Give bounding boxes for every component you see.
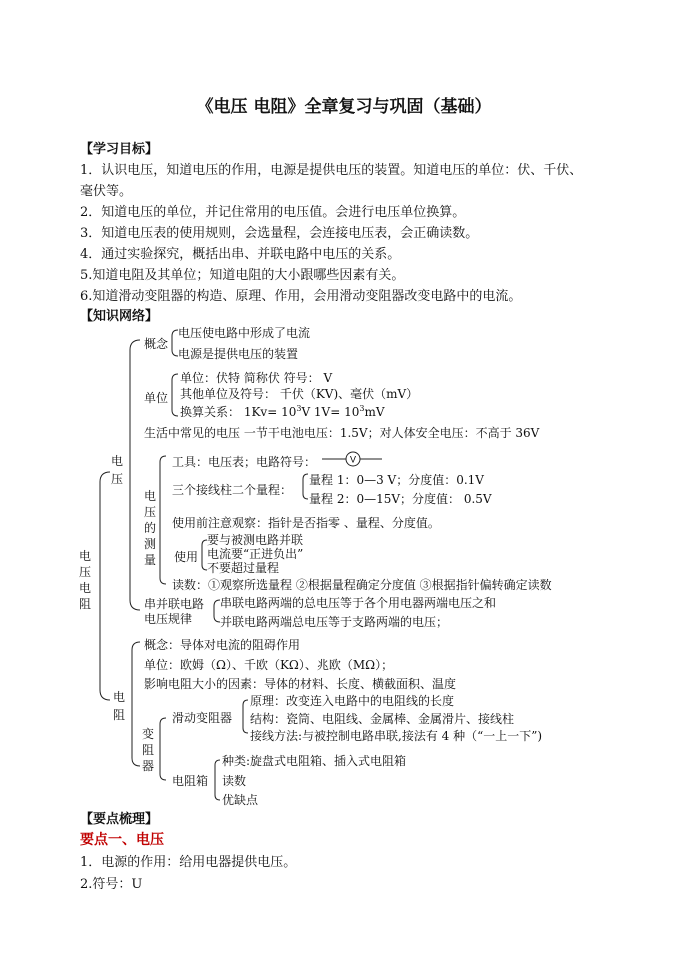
key-point-line: 2.符号：U [80,877,143,892]
objective-line: 5.知道电阻及其单位；知道电阻的大小跟哪些因素有关。 [80,268,405,283]
use-item: 要与被测电路并联 [207,533,304,547]
point-one-title: 要点一、电压 [80,832,164,848]
resistance-factors: 影响电阻大小的因素：导体的材料、长度、横截面积、温度 [144,677,457,691]
range-line: 量程 1：0—3 V；分度值：0.1V [309,473,484,487]
unit-conversion: 换算关系： $1Kv= 10^3V$ $1V= 10^3mV$ [180,404,385,419]
voltmeter-symbol-icon [322,451,384,467]
objective-line: 6.知道滑动变阻器的构造、原理、作用，会用滑动变阻器改变电路中的电流。 [80,289,522,304]
key-points-heading: 【要点梳理】 [80,812,159,827]
voltage-node-label: 电压 [110,454,123,486]
series-label: 电压规律 [144,612,193,626]
series-item: 并联电路两端总电压等于支路两端的电压； [220,615,449,629]
common-voltages: 生活中常见的电压 一节干电池电压：1.5V；对人体安全电压：不高于 36V [144,426,540,440]
slide-item: 结构：瓷筒、电阻线、金属棒、金属滑片、接线柱 [250,712,515,726]
page-title: 《电压 电阻》全章复习与巩固（基础） [196,97,492,117]
concept-item: 电源是提供电压的装置 [178,347,299,361]
use-item: 电流要“正进负出” [207,547,304,561]
slide-item: 原理：改变连入电路中的电阻线的长度 [250,694,455,708]
objective-line: 毫伏等。 [80,184,133,199]
rheostat-label: 变阻器 [141,727,154,773]
box-item: 种类:旋盘式电阻箱、插入式电阻箱 [222,754,407,768]
objective-line: 3．知道电压表的使用规则，会选量程，会连接电压表，会正确读数。 [80,226,479,241]
box-item: 读数 [222,774,247,788]
box-item: 优缺点 [222,793,259,807]
objective-line: 2．知道电压的单位，并记住常用的电压值。会进行电压单位换算。 [80,205,466,220]
tool-line: 工具：电压表；电路符号： [172,455,317,469]
key-point-line: 1．电源的作用：给用电器提供电压。 [80,855,297,870]
concept-item: 电压使电路中形成了电流 [178,326,311,340]
range-line: 量程 2：0—15V；分度值： 0.5V [309,492,492,506]
network-heading: 【知识网络】 [80,309,159,324]
use-item: 不要超过量程 [207,561,280,575]
before-use-line: 使用前注意观察：指针是否指零 、量程、分度值。 [172,516,440,530]
series-item: 串联电路两端的总电压等于各个用电器两端电压之和 [220,596,497,610]
reading-line: 读数：①观察所选量程 ②根据量程确定分度值 ③根据指针偏转确定读数 [172,578,552,592]
objective-line: 4．通过实验探究，概括出串、并联电路中电压的关系。 [80,247,401,262]
concept-label: 概念 [144,337,169,351]
root-label: 电压电阻 [78,549,91,611]
resistance-concept: 概念：导体对电流的阻碍作用 [144,638,301,652]
slide-item: 接线方法:与被控制电路串联,接法有 4 种（“一上一下”) [250,729,543,743]
resistance-box-label: 电阻箱 [172,774,209,788]
objectives-heading: 【学习目标】 [80,142,159,157]
resistance-node-label: 电阻 [112,690,125,722]
unit-line: 单位：伏特 简称伏 符号： V [180,371,333,385]
terminals-line: 三个接线柱二个量程： [172,483,293,497]
unit-line: 其他单位及符号： 千伏（KV)、毫伏（mV） [180,387,419,401]
voltmeter-symbol-letter: V [349,454,357,465]
unit-label: 单位 [144,391,169,405]
series-label: 串并联电路 [144,597,205,611]
objective-line: 1．认识电压，知道电压的作用，电源是提供电压的装置。知道电压的单位：伏、千伏、 [80,163,583,178]
slide-rheostat-label: 滑动变阻器 [172,711,233,725]
use-label: 使用 [174,550,199,564]
resistance-unit: 单位：欧姆（Ω）、千欧（KΩ）、兆欧（MΩ）； [144,658,394,672]
measure-label: 电压的测量 [143,489,156,567]
